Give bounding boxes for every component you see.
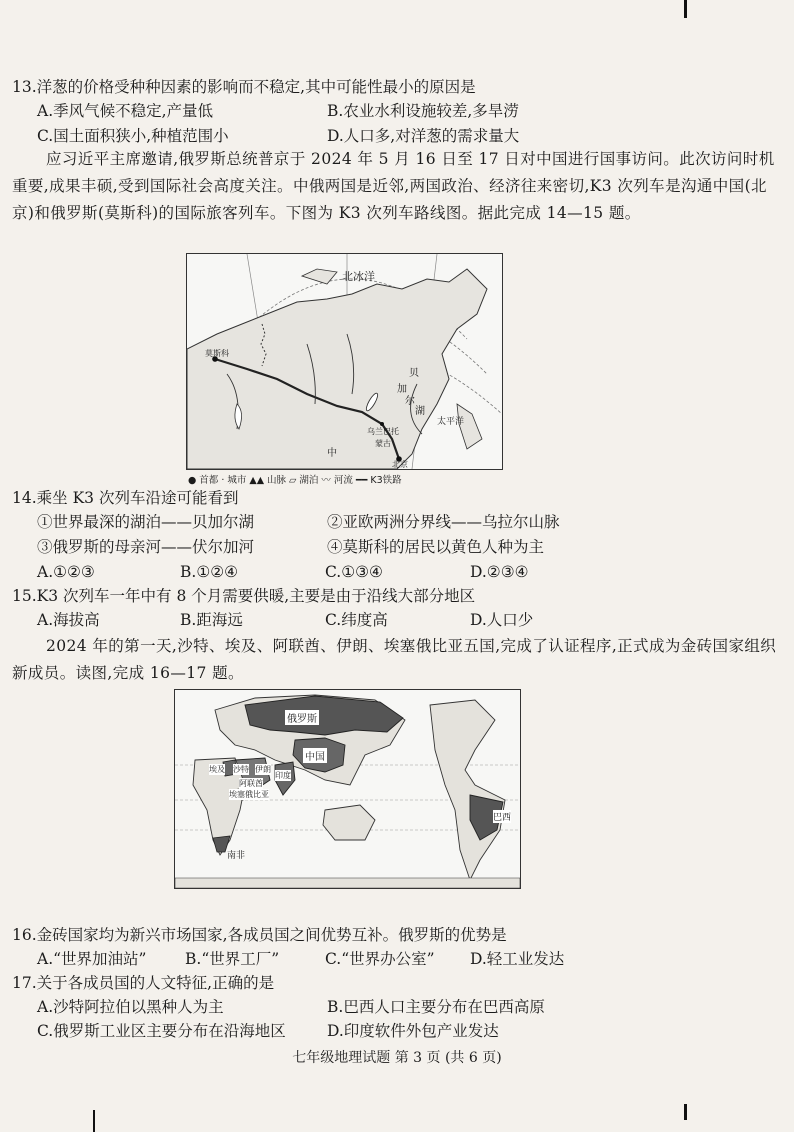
q14-option-c: C.①③④	[325, 563, 383, 581]
q14-option-a: A.①②③	[37, 563, 95, 581]
map2-india-label: 印度	[275, 771, 291, 780]
k3-route-map	[186, 253, 503, 470]
q17-stem: 17.关于各成员国的人文特征,正确的是	[12, 974, 275, 992]
map2-uae-label: 阿联酋	[239, 779, 263, 788]
map1-baikal-label-2: 加	[397, 384, 407, 395]
q16-stem: 16.金砖国家均为新兴市场国家,各成员国之间优势互补。俄罗斯的优势是	[12, 926, 507, 944]
q14-option-d: D.②③④	[470, 563, 529, 581]
map2-egypt-label: 埃及	[209, 765, 225, 774]
map2-ethiopia-label: 埃塞俄比亚	[229, 790, 269, 799]
q14-stem: 14.乘坐 K3 次列车沿途可能看到	[12, 489, 239, 507]
map1-moscow-label: 莫斯科	[205, 349, 229, 358]
q15-option-a: A.海拔高	[37, 611, 100, 629]
map1-mongolia-label: 蒙古	[375, 439, 391, 448]
map2-brazil-label: 巴西	[493, 810, 511, 823]
q15-option-c: C.纬度高	[325, 611, 388, 629]
map1-china-label: 中	[327, 448, 337, 459]
q13-option-b: B.农业水利设施较差,多旱涝	[327, 102, 519, 120]
map1-ulaanbaatar-label: 乌兰巴托	[367, 427, 399, 436]
page-footer: 七年级地理试题 第 3 页 (共 6 页)	[292, 1050, 502, 1066]
q17-option-c: C.俄罗斯工业区主要分布在沿海地区	[37, 1022, 286, 1040]
map2-china-label: 中国	[303, 748, 327, 763]
q14-option-b: B.①②④	[180, 563, 239, 581]
brics-world-map	[174, 689, 521, 889]
q16-option-d: D.轻工业发达	[470, 950, 565, 968]
q16-option-c: C.“世界办公室”	[325, 950, 435, 968]
map1-baikal-label-3: 尔	[405, 396, 415, 407]
map1-legend: ● 首都 · 城市 ▲▲ 山脉 ▱ 湖泊 〰 河流 ━━ K3铁路	[188, 475, 402, 486]
q13-stem: 13.洋葱的价格受种种因素的影响而不稳定,其中可能性最小的原因是	[12, 78, 476, 96]
k3-route-map-graphic	[187, 254, 502, 469]
map1-baikal-label-4: 湖	[415, 406, 425, 417]
q14-statement-1: ①世界最深的湖泊——贝加尔湖	[37, 513, 255, 531]
scan-mark-left	[93, 1110, 95, 1132]
intro-paragraph-k3: 应习近平主席邀请,俄罗斯总统普京于 2024 年 5 月 16 日至 17 日对中国进行国事访问。此次访问时机重要,成果丰硕,受到国际社会高度关注。中俄两国是近邻,两国政治、经济往来密切,K3 次列车是沟通中国(北京)和俄罗斯(莫斯科)的国际旅客列车。下图为 K3 次列车路线图。据此完成 14—15 题。	[12, 150, 775, 222]
map1-beijing-label: 北京	[392, 460, 408, 469]
map2-saudi-label: 沙特	[233, 765, 249, 774]
map1-pacific-label: 太平洋	[437, 417, 465, 427]
scan-mark-bottom	[684, 1104, 687, 1120]
map2-south-africa-label: 南非	[227, 851, 246, 861]
q13-option-d: D.人口多,对洋葱的需求量大	[327, 127, 520, 145]
q15-stem: 15.K3 次列车一年中有 8 个月需要供暖,主要是由于沿线大部分地区	[12, 587, 476, 605]
q17-option-a: A.沙特阿拉伯以黑种人为主	[37, 998, 224, 1016]
q13-option-c: C.国土面积狭小,种植范围小	[37, 127, 229, 145]
q17-option-d: D.印度软件外包产业发达	[327, 1022, 499, 1040]
intro-paragraph-brics: 2024 年的第一天,沙特、埃及、阿联酋、伊朗、埃塞俄比亚五国,完成了认证程序,正式成为金砖国家组织新成员。读图,完成 16—17 题。	[12, 637, 777, 682]
q14-statement-4: ④莫斯科的居民以黄色人种为主	[327, 538, 545, 556]
q15-option-d: D.人口少	[470, 611, 534, 629]
map1-baikal-label-1: 贝	[409, 368, 419, 379]
q14-statement-3: ③俄罗斯的母亲河——伏尔加河	[37, 538, 255, 556]
map2-iran-label: 伊朗	[255, 765, 271, 774]
q17-option-b: B.巴西人口主要分布在巴西高原	[327, 998, 545, 1016]
q13-option-a: A.季风气候不稳定,产量低	[37, 102, 214, 120]
scan-mark-top	[684, 0, 687, 18]
q16-option-a: A.“世界加油站”	[37, 950, 147, 968]
map2-russia-label: 俄罗斯	[285, 710, 319, 725]
q15-option-b: B.距海远	[180, 611, 243, 629]
q16-option-b: B.“世界工厂”	[185, 950, 280, 968]
q14-statement-2: ②亚欧两洲分界线——乌拉尔山脉	[327, 513, 560, 531]
map1-arctic-ocean-label: 北冰洋	[342, 270, 375, 283]
